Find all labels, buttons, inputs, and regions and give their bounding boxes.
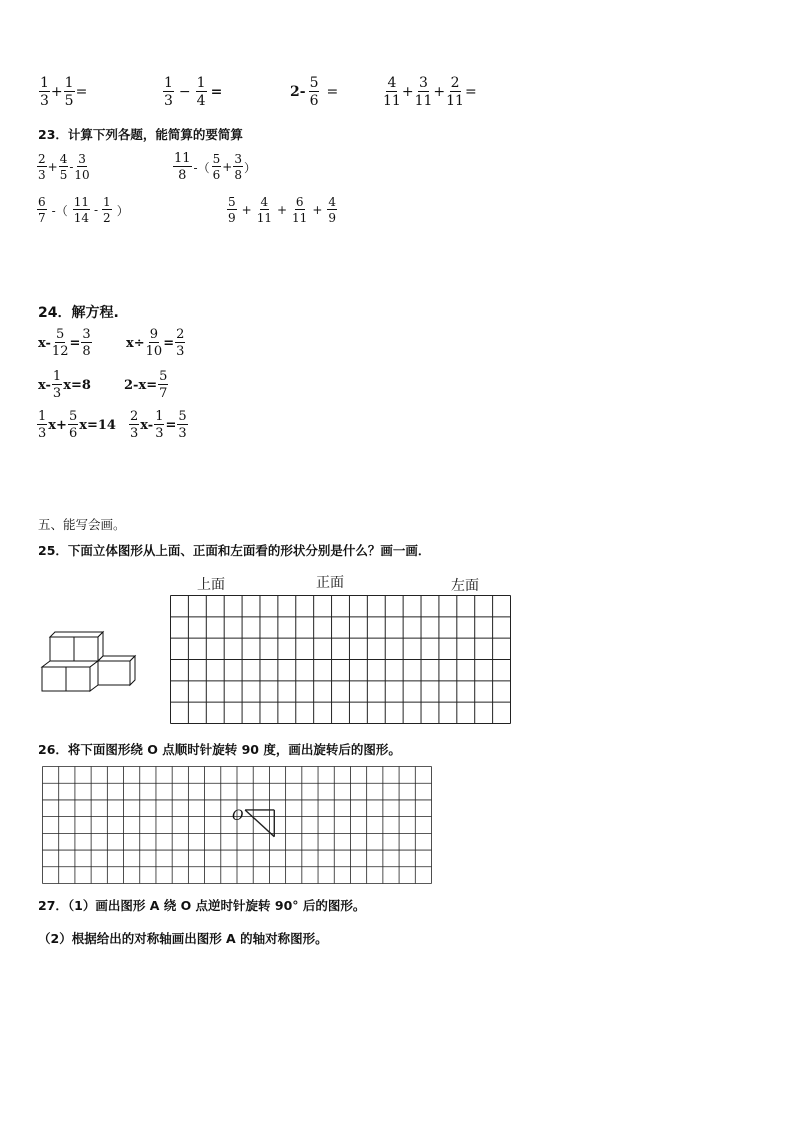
figure-edge-diagonal <box>245 810 274 837</box>
q23-heading: 23．计算下列各题，能简算的要简算 <box>38 127 243 142</box>
q24-eq-4: 2-x= $\frac{5}{7}$ <box>124 369 168 401</box>
q23-expr-1: $\frac{2}{3}$ + $\frac{4}{5}$ - $\frac{3}{10}$ <box>38 152 90 182</box>
q23-expr-4: $\frac{5}{9}$ + $\frac{4}{11}$ + $\frac{6}{11}$ + $\frac{4}{9}$ <box>228 195 337 225</box>
rotation-grid[interactable] <box>42 766 432 884</box>
expr-row1-3: 2- $\frac{5}{6}$ = <box>290 75 339 109</box>
q24-eq-2: x÷ $\frac{9}{10}$ = $\frac{2}{3}$ <box>126 327 185 359</box>
view-drawing-grid[interactable] <box>170 595 511 724</box>
q25-heading: 25．下面立体图形从上面、正面和左面看的形状分别是什么？画一画． <box>38 543 431 558</box>
q23-expr-2: $\frac{11}{8}$ -（ $\frac{5}{6}$ + $\frac{3}{8}$ ） <box>174 151 256 183</box>
view-label-left: 左面 <box>451 578 479 594</box>
q24-eq-6: $\frac{2}{3}$ x- $\frac{1}{3}$ = $\frac{5}{3}$ <box>130 409 187 441</box>
expr-row1-1: $\frac{1}{3}$ + $\frac{1}{5}$ = <box>40 75 88 109</box>
q27-part1: 27．（1）画出图形 A 绕 O 点逆时针旋转 90° 后的图形。 <box>38 898 366 913</box>
view-label-top: 上面 <box>197 577 225 593</box>
q27-part2: （2）根据给出的对称轴画出图形 A 的轴对称图形。 <box>38 931 328 946</box>
q26-heading: 26．将下面图形绕 O 点顺时针旋转 90 度，画出旋转后的图形。 <box>38 742 401 757</box>
q24-heading: 24．解方程. <box>38 305 119 321</box>
point-o-label: O <box>232 808 244 824</box>
q24-eq-5: $\frac{1}{3}$ x+ $\frac{5}{6}$ x=14 <box>38 409 116 441</box>
q24-eq-3: x- $\frac{1}{3}$ x=8 <box>38 369 91 401</box>
expr-row1-4: $\frac{4}{11}$ + $\frac{3}{11}$ + $\frac{2}{11}$ = <box>383 75 477 109</box>
cube-solid-figure <box>36 630 136 702</box>
expr-row1-2: $\frac{1}{3}$ − $\frac{1}{4}$ = <box>164 75 223 109</box>
view-label-front: 正面 <box>316 575 344 591</box>
q23-expr-3: $\frac{6}{7}$ -（ $\frac{11}{14}$ - $\frac{1}{2}$ ） <box>38 195 129 225</box>
q24-eq-1: x- $\frac{5}{12}$ = $\frac{3}{8}$ <box>38 327 91 359</box>
section-5-title: 五、能写会画。 <box>38 517 126 532</box>
